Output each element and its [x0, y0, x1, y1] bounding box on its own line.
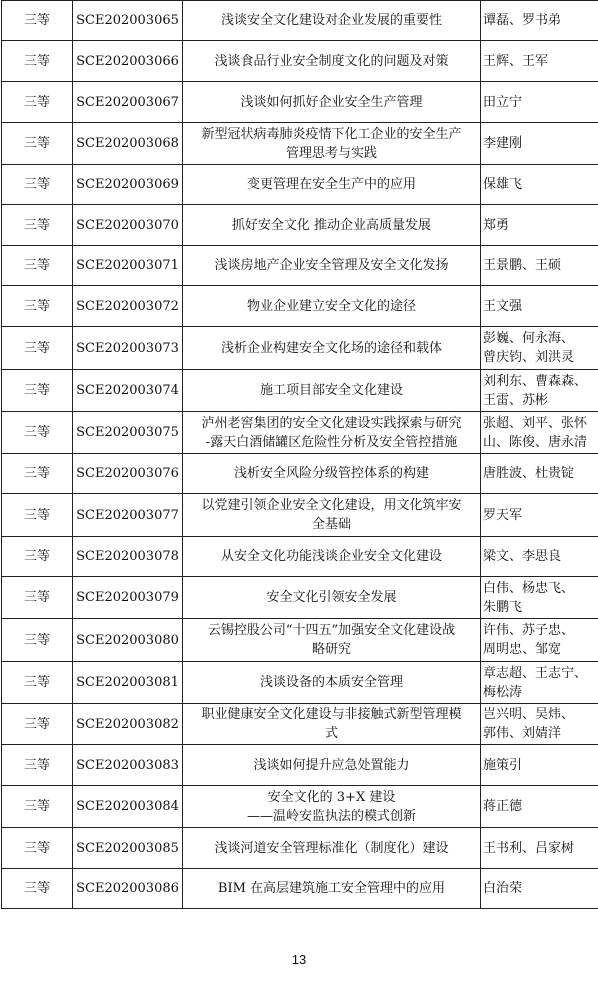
paper-title-cell — [183, 205, 481, 246]
authors-cell — [481, 1, 598, 41]
award-level-cell: 三等 — [2, 537, 73, 577]
table-row — [2, 1, 598, 41]
table-row — [2, 745, 598, 786]
paper-title-line: 浅谈河道安全管理标准化（制度化）建设 — [214, 840, 449, 856]
award-level-cell: 三等 — [2, 82, 73, 123]
submission-id-cell: SCE202003069 — [73, 165, 183, 205]
paper-title-line: 全基础 — [311, 517, 351, 532]
authors-line: 曾庆钧、刘洪灵 — [483, 350, 575, 365]
paper-title-cell — [183, 165, 481, 205]
authors-line: 周明忠、邹宽 — [483, 642, 562, 657]
paper-title-line: 浅谈如何抓好企业安全生产管理 — [240, 94, 423, 110]
authors-line: 梁文、李思良 — [483, 549, 562, 564]
authors-line: 保雄飞 — [483, 177, 523, 192]
paper-title-line: -露天白酒储罐区危险性分析及安全管控措施 — [205, 434, 458, 450]
authors-line: 王雷、苏彬 — [483, 392, 549, 408]
authors-line: 刘利东、曹森森、 — [483, 373, 588, 389]
table-row — [2, 662, 598, 704]
paper-title-line: 安全文化引领安全发展 — [266, 590, 397, 605]
table-row — [2, 165, 598, 205]
table-row — [2, 828, 598, 869]
award-level-cell: 三等 — [2, 869, 73, 909]
authors-line: 王书利、吕家树 — [483, 840, 575, 856]
award-level-cell: 三等 — [2, 205, 73, 246]
award-level-cell: 三等 — [2, 662, 73, 704]
authors-line: 张超、刘平、张怀 — [483, 415, 588, 431]
authors-cell — [481, 786, 598, 828]
table-row — [2, 619, 598, 662]
table-row — [2, 704, 598, 745]
submission-id-cell: SCE202003079 — [73, 577, 183, 619]
authors-line: 梅松涛 — [483, 684, 523, 700]
paper-title-cell — [183, 494, 481, 537]
authors-line: 郑勇 — [483, 217, 510, 233]
authors-line: 王辉、王军 — [483, 53, 549, 69]
paper-title-cell — [183, 327, 481, 370]
table-row — [2, 412, 598, 454]
paper-title-line: 安全文化的 3+X 建设 — [267, 789, 396, 805]
submission-id-cell: SCE202003073 — [73, 327, 183, 370]
paper-title-line: 浅谈设备的本质安全管理 — [259, 675, 403, 690]
paper-title-line: 以党建引领企业安全文化建设，用文化筑牢安 — [201, 498, 462, 513]
paper-title-line: 略研究 — [311, 642, 351, 657]
table-row — [2, 577, 598, 619]
authors-line: 朱鹏飞 — [483, 599, 523, 615]
award-level-cell: 三等 — [2, 165, 73, 205]
paper-title-cell — [183, 537, 481, 577]
authors-line: 王文强 — [483, 298, 523, 314]
authors-line: 白治荣 — [483, 881, 523, 896]
paper-title-cell — [183, 1, 481, 41]
authors-cell — [481, 370, 598, 412]
submission-id-cell: SCE202003075 — [73, 412, 183, 454]
paper-title-line: 管理思考与实践 — [285, 145, 377, 161]
submission-id-cell: SCE202003065 — [73, 1, 183, 41]
award-level-cell: 三等 — [2, 619, 73, 662]
authors-line: 唐胜波、杜贵锭 — [483, 466, 575, 481]
award-level-cell: 三等 — [2, 704, 73, 745]
award-level-cell: 三等 — [2, 123, 73, 165]
paper-title-line: 浅析安全风险分级管控体系的构建 — [233, 466, 429, 481]
paper-title-line: 式 — [324, 726, 338, 741]
authors-cell — [481, 286, 598, 327]
submission-id-cell: SCE202003068 — [73, 123, 183, 165]
authors-cell — [481, 577, 598, 619]
award-level-cell: 三等 — [2, 786, 73, 828]
authors-line: 彭巍、何永海、 — [483, 331, 575, 346]
authors-cell — [481, 704, 598, 745]
authors-cell — [481, 662, 598, 704]
paper-title-cell — [183, 577, 481, 619]
submission-id-cell: SCE202003066 — [73, 41, 183, 82]
paper-title-cell — [183, 786, 481, 828]
award-level-cell: 三等 — [2, 286, 73, 327]
awards-table-body — [2, 1, 598, 909]
submission-id-cell: SCE202003070 — [73, 205, 183, 246]
award-level-cell: 三等 — [2, 370, 73, 412]
table-row — [2, 869, 598, 909]
paper-title-line: 新型冠状病毒肺炎疫情下化工企业的安全生产 — [201, 126, 462, 142]
paper-title-line: BIM 在高层建筑施工安全管理中的应用 — [217, 881, 446, 896]
paper-title-line: 从安全文化功能浅谈企业安全文化建设 — [220, 549, 442, 564]
authors-line: 罗天军 — [483, 507, 523, 523]
authors-line: 白伟、杨忠飞、 — [483, 580, 575, 596]
authors-line: 山、陈俊、唐永清 — [483, 434, 588, 450]
paper-title-line: 物业企业建立安全文化的途径 — [246, 298, 416, 314]
award-level-cell: 三等 — [2, 577, 73, 619]
submission-id-cell: SCE202003081 — [73, 662, 183, 704]
award-level-cell: 三等 — [2, 412, 73, 454]
paper-title-cell — [183, 246, 481, 286]
submission-id-cell: SCE202003078 — [73, 537, 183, 577]
paper-title-cell — [183, 869, 481, 909]
authors-cell — [481, 619, 598, 662]
authors-cell — [481, 205, 598, 246]
authors-cell — [481, 123, 598, 165]
submission-id-cell: SCE202003071 — [73, 246, 183, 286]
authors-cell — [481, 246, 598, 286]
submission-id-cell: SCE202003085 — [73, 828, 183, 869]
submission-id-cell: SCE202003076 — [73, 454, 183, 494]
paper-title-line: 职业健康安全文化建设与非接触式新型管理模 — [201, 707, 462, 722]
authors-line: 施策引 — [483, 757, 523, 773]
paper-title-cell — [183, 370, 481, 412]
authors-cell — [481, 412, 598, 454]
submission-id-cell: SCE202003086 — [73, 869, 183, 909]
paper-title-line: 施工项目部安全文化建设 — [259, 383, 403, 398]
authors-cell — [481, 745, 598, 786]
submission-id-cell: SCE202003072 — [73, 286, 183, 327]
authors-line: 许伟、苏子忠、 — [483, 623, 575, 638]
paper-title-line: 浅析企业构建安全文化场的途径和载体 — [220, 340, 442, 356]
table-row — [2, 205, 598, 246]
page-number: 13 — [291, 952, 307, 967]
table-row — [2, 286, 598, 327]
award-level-cell: 三等 — [2, 745, 73, 786]
paper-title-cell — [183, 123, 481, 165]
authors-line: 田立宁 — [483, 94, 523, 110]
paper-title-line: 变更管理在安全生产中的应用 — [246, 177, 416, 192]
authors-line: 蒋正德 — [483, 799, 523, 814]
awards-table — [1, 0, 598, 909]
award-level-cell: 三等 — [2, 246, 73, 286]
submission-id-cell: SCE202003083 — [73, 745, 183, 786]
authors-line: 谭磊、罗书弟 — [483, 13, 562, 28]
table-row — [2, 82, 598, 123]
authors-cell — [481, 327, 598, 370]
paper-title-line: ——温岭安监执法的模式创新 — [246, 808, 416, 824]
table-row — [2, 454, 598, 494]
award-level-cell: 三等 — [2, 828, 73, 869]
submission-id-cell: SCE202003084 — [73, 786, 183, 828]
paper-title-cell — [183, 619, 481, 662]
submission-id-cell: SCE202003067 — [73, 82, 183, 123]
paper-title-line: 泸州老窖集团的安全文化建设实践探索与研究 — [201, 415, 462, 431]
authors-line: 岂兴明、吴炜、 — [483, 707, 575, 722]
award-level-cell: 三等 — [2, 327, 73, 370]
authors-cell — [481, 494, 598, 537]
paper-title-cell — [183, 412, 481, 454]
paper-title-line: 抓好安全文化 推动企业高质量发展 — [231, 217, 432, 233]
award-level-cell: 三等 — [2, 494, 73, 537]
authors-line: 章志超、王志宁、 — [483, 665, 588, 681]
authors-line: 王景鹏、王硕 — [483, 258, 562, 273]
submission-id-cell: SCE202003082 — [73, 704, 183, 745]
table-row — [2, 786, 598, 828]
paper-title-line: 浅谈房地产企业安全管理及安全文化发扬 — [214, 258, 449, 273]
paper-title-line: 浅谈安全文化建设对企业发展的重要性 — [220, 13, 442, 28]
table-row — [2, 246, 598, 286]
paper-title-cell — [183, 828, 481, 869]
table-row — [2, 327, 598, 370]
paper-title-cell — [183, 454, 481, 494]
authors-cell — [481, 165, 598, 205]
paper-title-line: 浅谈如何提升应急处置能力 — [253, 757, 410, 773]
authors-cell — [481, 869, 598, 909]
paper-title-cell — [183, 704, 481, 745]
authors-cell — [481, 537, 598, 577]
authors-line: 郭伟、刘婧洋 — [483, 726, 562, 741]
authors-cell — [481, 41, 598, 82]
paper-title-cell — [183, 41, 481, 82]
paper-title-line: 云锡控股公司“十四五”加强安全文化建设战 — [207, 623, 456, 638]
table-row — [2, 494, 598, 537]
award-level-cell: 三等 — [2, 454, 73, 494]
submission-id-cell: SCE202003080 — [73, 619, 183, 662]
paper-title-cell — [183, 662, 481, 704]
table-row — [2, 537, 598, 577]
paper-title-cell — [183, 82, 481, 123]
table-row — [2, 370, 598, 412]
authors-line: 李建刚 — [483, 136, 523, 151]
table-row — [2, 41, 598, 82]
award-level-cell: 三等 — [2, 1, 73, 41]
authors-cell — [481, 454, 598, 494]
paper-title-cell — [183, 286, 481, 327]
submission-id-cell: SCE202003074 — [73, 370, 183, 412]
paper-title-line: 浅谈食品行业安全制度文化的问题及对策 — [214, 53, 449, 69]
award-level-cell: 三等 — [2, 41, 73, 82]
paper-title-cell — [183, 745, 481, 786]
submission-id-cell: SCE202003077 — [73, 494, 183, 537]
table-row — [2, 123, 598, 165]
authors-cell — [481, 82, 598, 123]
authors-cell — [481, 828, 598, 869]
